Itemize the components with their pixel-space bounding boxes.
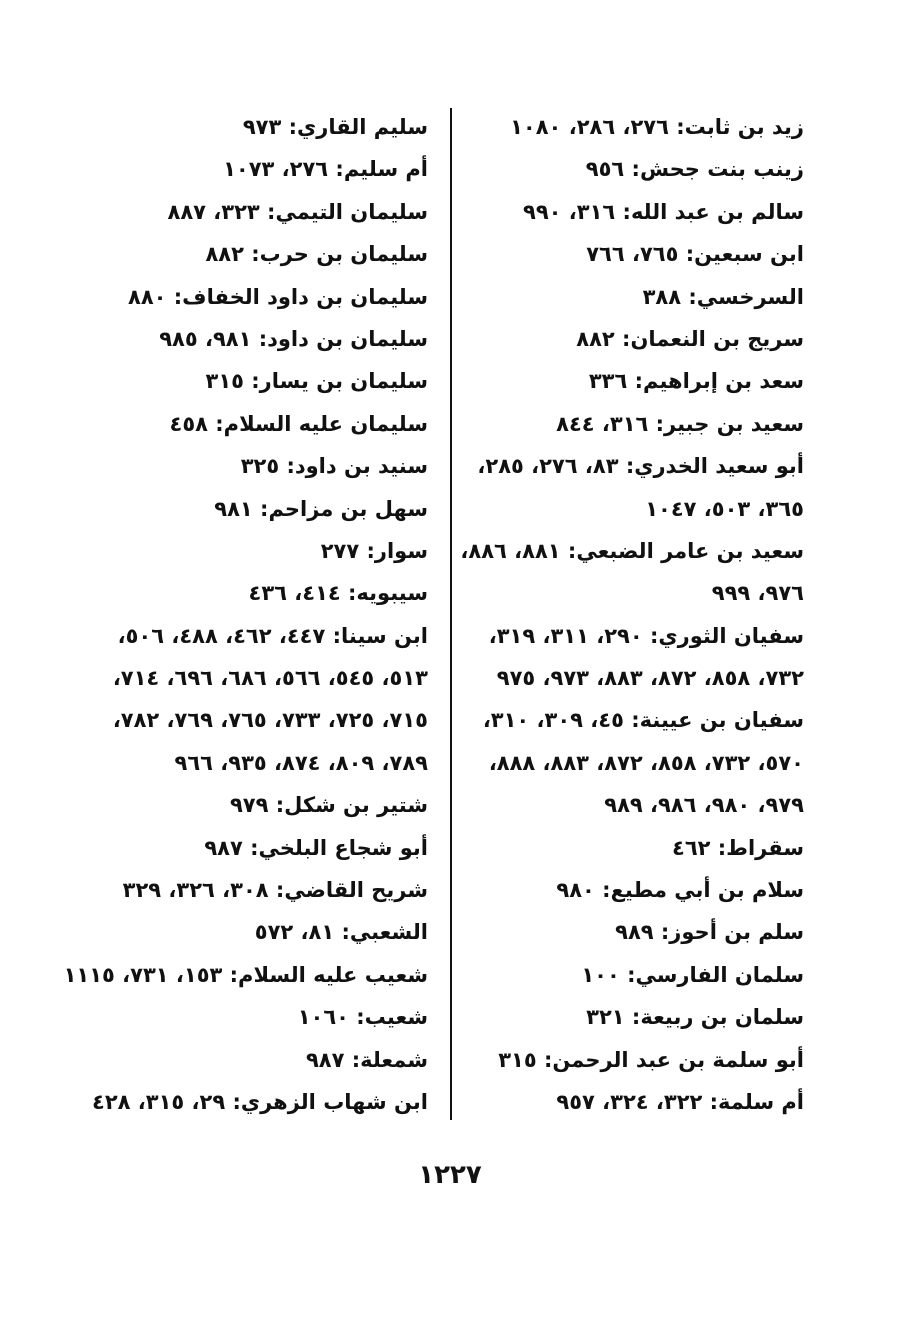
index-entry: زينب بنت جحش: ٩٥٦ [585,157,804,182]
index-entry: سليمان بن يسار: ٣١٥ [205,369,428,394]
index-entry: أم سلمة: ٣٢٢، ٣٢٤، ٩٥٧ [556,1089,804,1114]
index-entry: سيبويه: ٤١٤، ٤٣٦ [248,581,428,606]
index-entry: أبو سعيد الخدري: ٨٣، ٢٧٦، ٢٨٥، [477,454,804,479]
index-entry: سليم القاري: ٩٧٣ [242,115,428,139]
index-entry-continuation: ٣٦٥، ٥٠٣، ١٠٤٧ [645,496,804,521]
index-entry: أبو شجاع البلخي: ٩٨٧ [204,835,428,860]
index-entry: سلمان بن ربيعة: ٣٢١ [586,1005,804,1030]
index-entry: سقراط: ٤٦٢ [672,835,804,860]
index-entry: شعيب عليه السلام: ١٥٣، ٧٣١، ١١١٥ [63,962,428,987]
index-entry: سلمان الفارسي: ١٠٠ [581,962,804,987]
index-entry: سعيد بن عامر الضبعي: ٨٨١، ٨٨٦، [460,538,804,563]
index-entry: ابن سينا: ٤٤٧، ٤٦٢، ٤٨٨، ٥٠٦، [117,623,428,648]
index-entry: سليمان بن حرب: ٨٨٢ [205,242,428,267]
index-entry: زيد بن ثابت: ٢٧٦، ٢٨٦، ١٠٨٠ [510,115,804,139]
index-entry-continuation: ٧١٥، ٧٢٥، ٧٣٣، ٧٦٥، ٧٦٩، ٧٨٢، [112,708,428,733]
index-entry-continuation: ٩٧٦، ٩٩٩ [711,581,804,606]
index-entry: سفيان الثوري: ٢٩٠، ٣١١، ٣١٩، [488,623,804,648]
index-column-right [460,106,804,1123]
index-entry-continuation: ٧٨٩، ٨٠٩، ٨٧٤، ٩٣٥، ٩٦٦ [174,750,428,775]
index-entry: شمعلة: ٩٨٧ [305,1047,428,1072]
index-entry: ابن شهاب الزهري: ٢٩، ٣١٥، ٤٢٨ [92,1089,428,1114]
page-number: ١٢٢٧ [418,1160,482,1190]
index-entry: أم سليم: ٢٧٦، ١٠٧٣ [223,157,428,182]
index-entry-continuation: ٥٧٠، ٧٣٢، ٨٥٨، ٨٧٢، ٨٨٣، ٨٨٨، [488,750,804,775]
index-entry: سليمان بن داود: ٩٨١، ٩٨٥ [159,326,428,351]
index-column-left [63,106,428,1123]
column-divider [450,108,452,1120]
index-entry: سالم بن عبد الله: ٣١٦، ٩٩٠ [523,199,804,224]
index-entry: سنيد بن داود: ٣٢٥ [240,454,428,479]
index-entry: سلام بن أبي مطيع: ٩٨٠ [556,878,804,903]
index-entry: سليمان التيمي: ٣٢٣، ٨٨٧ [167,199,428,224]
index-entry: أبو سلمة بن عبد الرحمن: ٣١٥ [498,1047,804,1072]
index-entry: ابن سبعين: ٧٦٥، ٧٦٦ [586,242,804,267]
index-entry: سوار: ٢٧٧ [320,538,428,563]
index-entry: سليمان عليه السلام: ٤٥٨ [169,411,428,436]
index-entry: سليمان بن داود الخفاف: ٨٨٠ [128,284,428,309]
index-entry: سهل بن مزاحم: ٩٨١ [214,496,428,521]
index-entry: الشعبي: ٨١، ٥٧٢ [254,920,428,945]
index-entry: شعيب: ١٠٦٠ [297,1005,428,1030]
index-entry-continuation: ٧٣٢، ٨٥٨، ٨٧٢، ٨٨٣، ٩٧٣، ٩٧٥ [496,666,804,691]
index-entry: السرخسي: ٣٨٨ [642,284,804,309]
index-entry: سلم بن أحوز: ٩٨٩ [615,920,804,945]
index-entry: سريج بن النعمان: ٨٨٢ [576,326,804,351]
index-entry-continuation: ٥١٣، ٥٤٥، ٥٦٦، ٦٨٦، ٦٩٦، ٧١٤، [112,666,428,691]
index-entry: شريح القاضي: ٣٠٨، ٣٢٦، ٣٢٩ [122,878,428,903]
index-entry: سعد بن إبراهيم: ٣٣٦ [588,369,804,394]
index-entry: سفيان بن عيينة: ٤٥، ٣٠٩، ٣١٠، [482,708,804,733]
index-entry-continuation: ٩٧٩، ٩٨٠، ٩٨٦، ٩٨٩ [604,793,804,818]
index-entry: سعيد بن جبير: ٣١٦، ٨٤٤ [556,411,804,436]
index-entry: شتير بن شكل: ٩٧٩ [229,793,428,818]
